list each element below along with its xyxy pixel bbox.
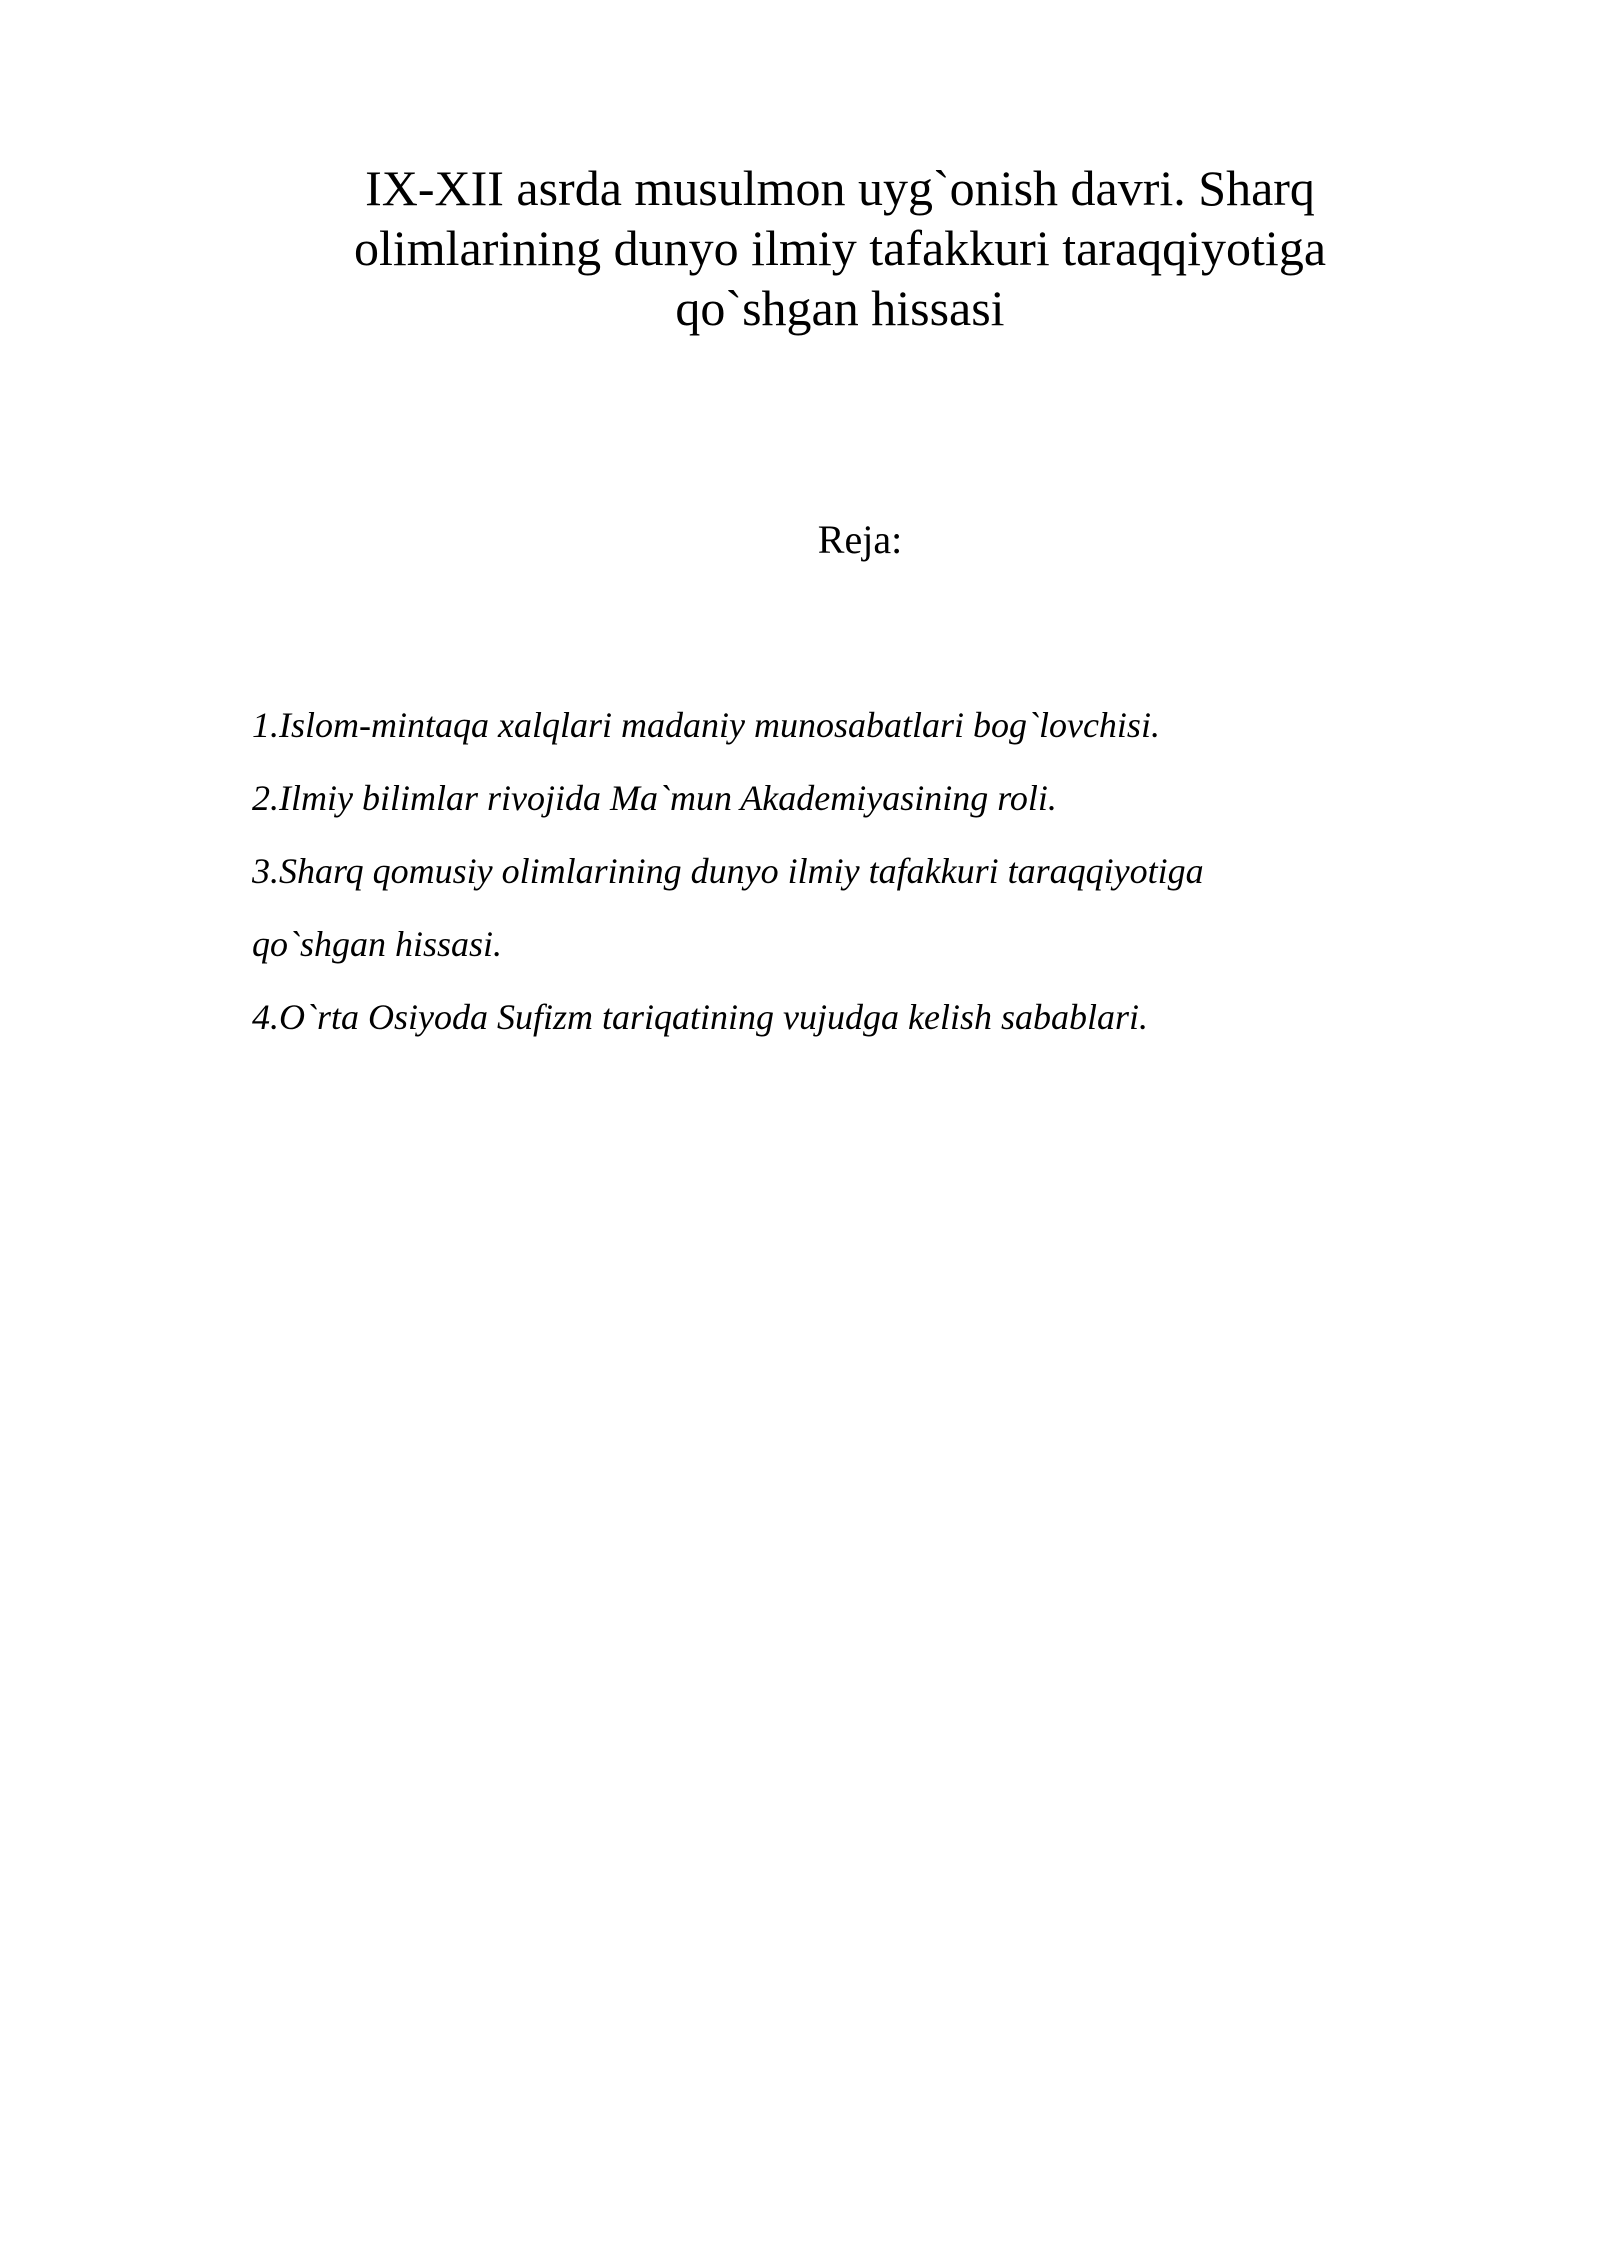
title-line: IX-XII asrda musulmon uyg`onish davri. Sharq: [365, 160, 1315, 216]
title-line: olimlarining dunyo ilmiy tafakkuri taraqqiyotiga: [353, 220, 1327, 276]
plan-list: [252, 689, 1452, 1054]
plan-item: 1.Islom-mintaqa xalqlari madaniy munosabatlari bog`lovchisi.: [252, 705, 1160, 745]
plan-item: 2.Ilmiy bilimlar rivojida Ma`mun Akademiyasining roli.: [252, 778, 1057, 818]
plan-item: 4.O`rta Osiyoda Sufizm tariqatining vujudga kelish sabablari.: [252, 997, 1148, 1037]
plan-item-continuation: qo`shgan hissasi.: [252, 924, 503, 964]
plan-item: 3.Sharq qomusiy olimlarining dunyo ilmiy tafakkuri taraqqiyotiga: [252, 851, 1204, 891]
plan-heading: Reja:: [817, 517, 903, 562]
document-title: [240, 158, 1440, 338]
title-line: qo`shgan hissasi: [675, 280, 1005, 336]
